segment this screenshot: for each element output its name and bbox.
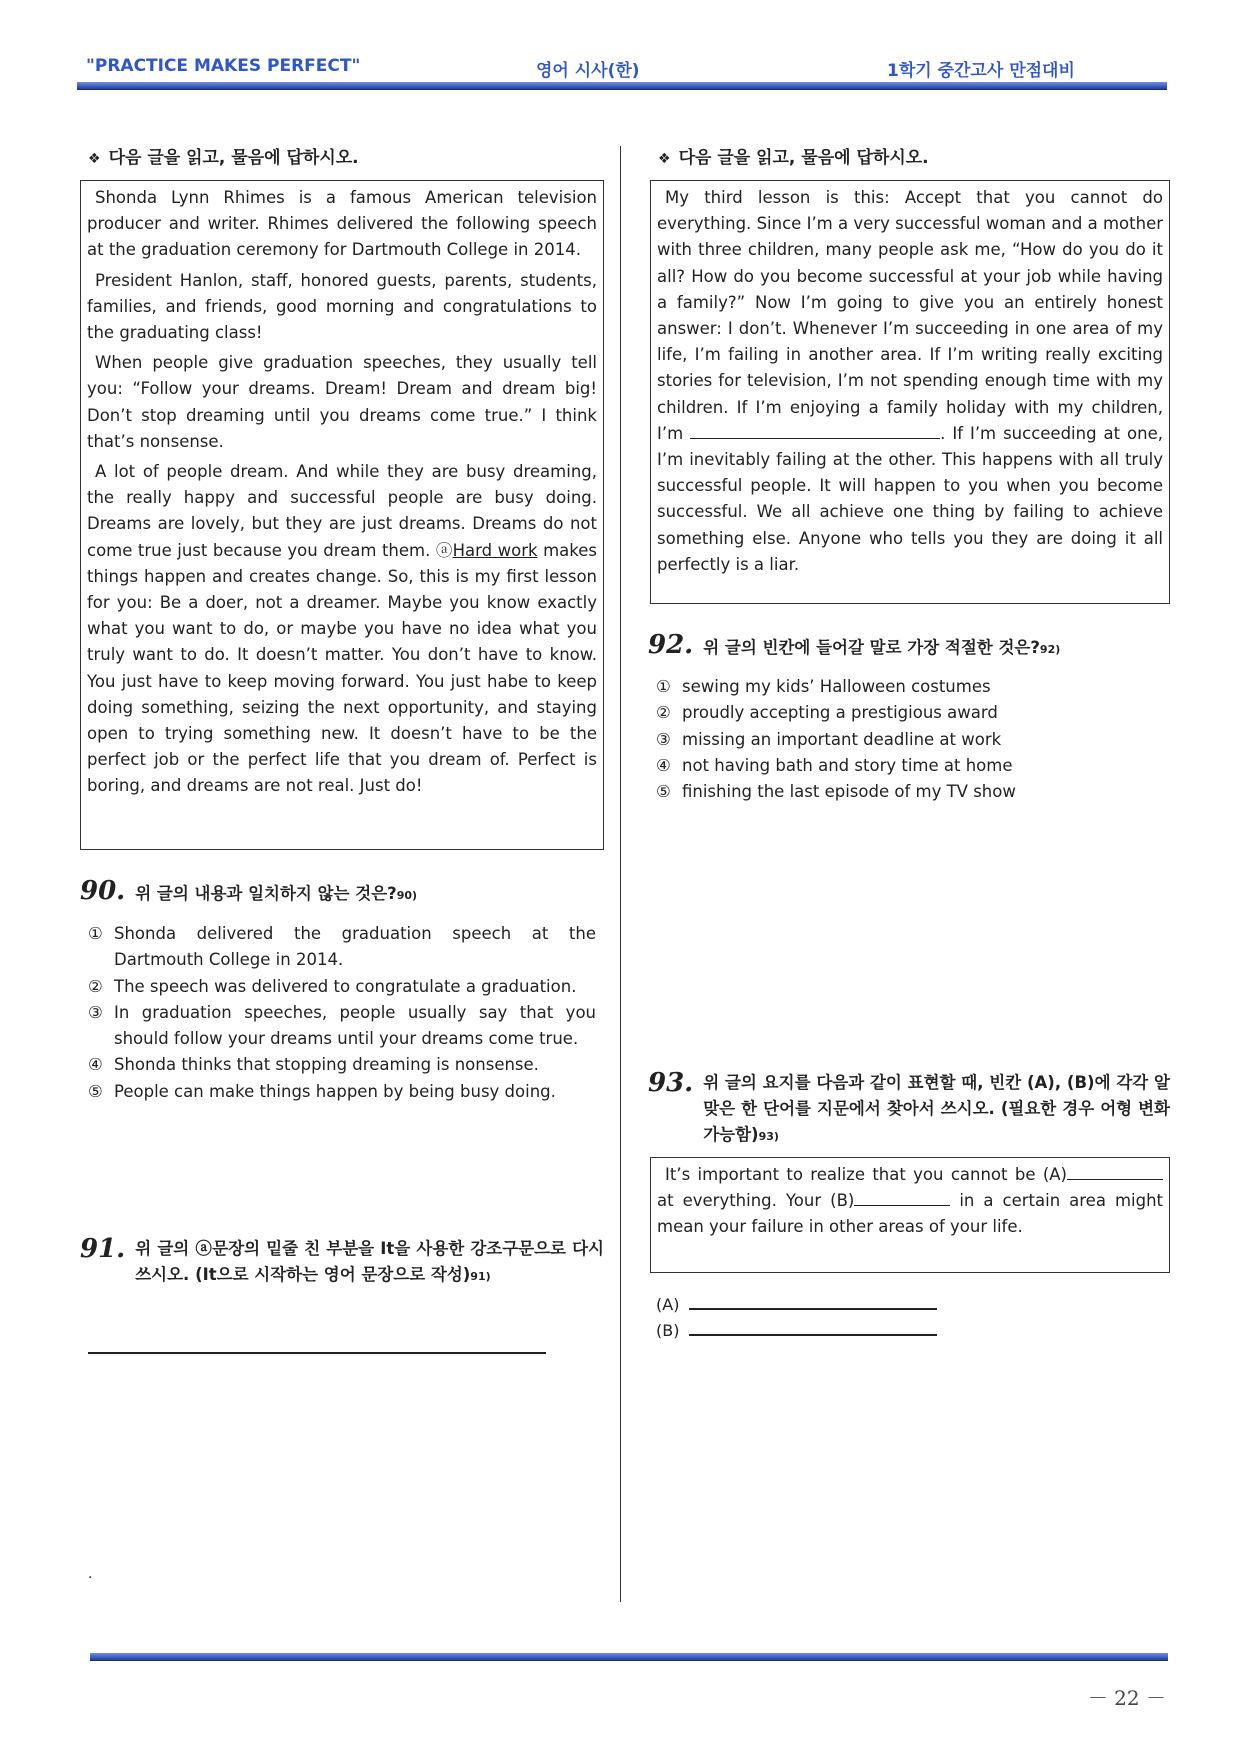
option-text: proudly accepting a prestigious award: [682, 703, 998, 723]
passage-box-right: [650, 180, 1170, 604]
option-text: People can make things happen by being busy doing.: [114, 1081, 556, 1101]
answer-b-row: [656, 1318, 937, 1343]
option-mark: ①: [88, 924, 103, 943]
answer-a-label: (A): [656, 1295, 680, 1314]
option-text: The speech was delivered to congratulate a graduation.: [114, 976, 577, 996]
question-text: 위 글의 ⓐ문장의 밑줄 친 부분을 It을 사용한 강조구문으로 다시 쓰시오. (It으로 시작하는 영어 문장으로 작성): [135, 1239, 604, 1284]
right-instruction: [648, 143, 929, 168]
passage-paragraph: President Hanlon, staff, honored guests, parents, students, families, and friends, good morning and congratulations to the graduating class!: [87, 270, 597, 343]
question-text: 위 글의 요지를 다음과 같이 표현할 때, 빈칸 (A), (B)에 각각 알맞은 한 단어를 지문에서 찾아서 쓰시오. (필요한 경우 어형 변화 가능함): [703, 1073, 1170, 1144]
option-mark: ④: [656, 755, 671, 775]
option-mark: ②: [88, 976, 103, 996]
answer-b-line[interactable]: [689, 1322, 937, 1336]
answer-a-line[interactable]: [689, 1296, 937, 1310]
question-cite: 91): [470, 1270, 491, 1283]
question-text: 위 글의 내용과 일치하지 않는 것은?: [135, 884, 397, 903]
question-cite: 92): [1039, 643, 1061, 656]
summary-text: [657, 1162, 1163, 1241]
header-rule: [77, 82, 1167, 90]
passage-paragraph: [657, 185, 1163, 578]
question-number: 93.: [648, 1068, 694, 1098]
option-item[interactable]: [656, 753, 1156, 779]
option-mark: ②: [656, 703, 671, 723]
question-text: 위 글의 빈칸에 들어갈 말로 가장 적절한 것은?: [703, 638, 1040, 657]
option-text: finishing the last episode of my TV show: [682, 782, 1016, 802]
summary-box: [650, 1157, 1170, 1273]
page-number: － 22 －: [1087, 1686, 1166, 1710]
fill-blank: [690, 424, 940, 439]
option-text: not having bath and story time at home: [682, 755, 1013, 775]
option-mark: ⑤: [656, 782, 671, 802]
option-text: In graduation speeches, people usually say that you should follow your dreams until your dreams come true.: [114, 1002, 596, 1049]
question-93: [648, 1070, 1170, 1150]
option-item[interactable]: [656, 727, 1156, 753]
passage-text: My third lesson is this: Accept that you cannot do everything. Since I’m a very successful woman and a mother with three children, many people ask me, “How do you do it all? How do you become successful at your job while having a family?” Now I’m going to give you an entirely honest answer: I don’t. Whenever I’m succeeding in one area of my life, I’m failing in another area. If I’m writing really exciting stories for television, I’m not spending enough time with my children. If I’m enjoying a family holiday with my children, I’m: [657, 188, 1163, 443]
blank-label-b: (B): [830, 1191, 855, 1211]
footer-rule: [90, 1653, 1168, 1661]
question-cite: 93): [758, 1130, 779, 1143]
option-text: Shonda delivered the graduation speech at the Dartmouth College in 2014.: [114, 924, 596, 970]
answer-b-label: (B): [656, 1321, 680, 1340]
instruction-text: 다음 글을 읽고, 물음에 답하시오.: [678, 148, 929, 168]
question-number: 92.: [648, 630, 694, 660]
option-item[interactable]: [88, 1052, 596, 1078]
question-90: [80, 878, 604, 909]
option-mark: ⑤: [88, 1081, 103, 1101]
instruction-text: 다음 글을 읽고, 물음에 답하시오.: [108, 148, 359, 168]
option-item[interactable]: [656, 674, 1156, 700]
option-mark: ③: [88, 1002, 103, 1022]
summary-text-part: at everything. Your: [657, 1191, 831, 1211]
question-91: [80, 1236, 604, 1290]
option-item[interactable]: [88, 974, 596, 1000]
question-92: [648, 632, 1170, 663]
option-mark: ④: [88, 1055, 103, 1075]
answer-line-91[interactable]: [88, 1352, 546, 1354]
passage-box-left: [80, 180, 604, 850]
blank-b: [854, 1191, 950, 1206]
option-item[interactable]: [88, 1079, 596, 1105]
question-number: 90.: [80, 876, 126, 906]
question-cite: 90): [396, 889, 418, 902]
option-item[interactable]: [656, 779, 1156, 805]
blank-a: [1067, 1165, 1163, 1180]
summary-text-part: It’s important to realize that you cannot be: [665, 1165, 1043, 1184]
passage-paragraph: Shonda Lynn Rhimes is a famous American television producer and writer. Rhimes delivered the following speech at the graduation ceremony for Dartmouth College in 2014.: [87, 188, 597, 260]
option-mark: ③: [656, 729, 671, 749]
blank-label-a: (A): [1042, 1165, 1067, 1184]
passage-paragraph: [87, 459, 597, 800]
option-item[interactable]: [656, 700, 1156, 726]
option-item[interactable]: [88, 921, 596, 974]
sentence-marker: ⓐ: [435, 540, 453, 560]
diamond-icon: ❖: [88, 151, 101, 167]
stray-dot: .: [88, 1566, 93, 1582]
question-number: 91.: [80, 1234, 126, 1264]
option-text: sewing my kids’ Halloween costumes: [682, 677, 991, 696]
option-text: Shonda thinks that stopping dreaming is nonsense.: [114, 1055, 539, 1075]
option-mark: ①: [656, 677, 671, 696]
header-title-middle: 영어 시사(한): [536, 61, 640, 81]
options-90: [88, 921, 596, 1105]
options-92: [656, 674, 1156, 805]
passage-text: makes things happen and creates change. So, this is my first lesson for you: Be a doer, not a dreamer. Maybe you know exactly what you want to do, or maybe you have no idea what you truly want to do. It doesn’t matter. You don’t have to know. You just have to keep moving forward. You just habe to keep doing something, seizing the next opportunity, and staying open to trying something new. It doesn’t have to be the perfect job or the perfect life that you dream of. Perfect is boring, and dreams are not real. Just do!: [87, 540, 597, 796]
summary-text-part: in a certain area might mean your failure in other areas of your life.: [657, 1191, 1164, 1237]
left-instruction: [78, 143, 359, 168]
passage-paragraph: When people give graduation speeches, they usually tell you: “Follow your dreams. Dream! Dream and dream big! Don’t stop dreaming until you dreams come true.” I think that’s nonsense.: [87, 353, 597, 451]
diamond-icon: ❖: [658, 151, 671, 167]
column-divider: [620, 146, 621, 1602]
option-text: missing an important deadline at work: [682, 729, 1002, 749]
passage-text: A lot of people dream. And while they are busy dreaming, the really happy and successful people are busy doing. Dreams are lovely, but they are just dreams. Dreams do not come true just because you dream them.: [87, 462, 597, 560]
answer-a-row: [656, 1292, 937, 1317]
passage-text: . If I’m succeeding at one, I’m inevitably failing at the other. This happens with all truly successful people. It will happen to you when you become successful. We all achieve one thing by failing to achieve something else. Anyone who tells you they are doing it all perfectly is a liar.: [657, 423, 1163, 574]
option-item[interactable]: [88, 1000, 596, 1053]
header-title-right: 1학기 중간고사 만점대비: [887, 61, 1075, 81]
header-title-left: "PRACTICE MAKES PERFECT": [86, 56, 361, 76]
underlined-phrase: Hard work: [452, 540, 538, 560]
